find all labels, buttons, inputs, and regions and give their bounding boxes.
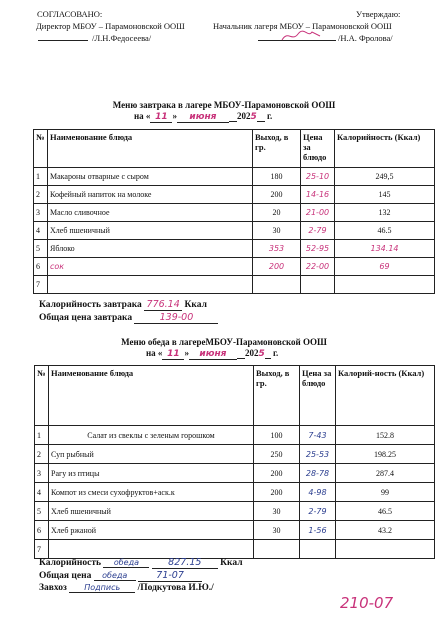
breakfast-price-value: 139-00 bbox=[134, 312, 218, 324]
dish-yield bbox=[254, 540, 300, 559]
row-number: 4 bbox=[35, 483, 49, 502]
dish-yield: 200 bbox=[253, 186, 301, 204]
manager-signature: Подпись bbox=[69, 583, 135, 593]
dish-name bbox=[49, 540, 254, 559]
dish-name: Рагу из птицы bbox=[49, 464, 254, 483]
table-row bbox=[34, 222, 435, 240]
breakfast-table bbox=[33, 129, 435, 294]
row-number: 5 bbox=[35, 502, 49, 521]
breakfast-date: на « 11 » июня 2025 г. bbox=[134, 111, 273, 122]
dish-price bbox=[301, 276, 335, 294]
dish-yield: 353 bbox=[253, 240, 301, 258]
lunch-date: на « 11 » июня 2025 г. bbox=[146, 348, 279, 359]
col-calories: Калорийность (Ккал) bbox=[335, 130, 435, 168]
dish-price: 2-79 bbox=[301, 222, 335, 240]
row-number: 1 bbox=[34, 168, 48, 186]
dish-calories: 249,5 bbox=[335, 168, 435, 186]
dish-name bbox=[48, 276, 253, 294]
dish-name: Салат из свеклы с зеленым горошком bbox=[49, 426, 254, 445]
table-row bbox=[35, 540, 435, 559]
row-number: 6 bbox=[34, 258, 48, 276]
breakfast-calories-value: 776.14 bbox=[144, 299, 182, 311]
lunch-price-value: 71-07 bbox=[138, 570, 202, 582]
dish-name: Суп рыбный bbox=[49, 445, 254, 464]
row-number: 3 bbox=[34, 204, 48, 222]
lunch-year-digit: 5 bbox=[258, 349, 265, 359]
dish-calories: 99 bbox=[336, 483, 435, 502]
dish-name: Компот из смеси сухофруктов+аск.к bbox=[49, 483, 254, 502]
table-row bbox=[34, 186, 435, 204]
dish-calories: 46.5 bbox=[336, 502, 435, 521]
dish-price: 21-00 bbox=[301, 204, 335, 222]
lunch-price-word: обеда bbox=[94, 571, 136, 581]
lunch-day: 11 bbox=[162, 349, 184, 360]
breakfast-header-row bbox=[34, 130, 435, 168]
dish-name: Хлеб ржаной bbox=[49, 521, 254, 540]
table-row bbox=[35, 483, 435, 502]
lunch-table bbox=[34, 365, 435, 559]
dish-name: сок bbox=[48, 258, 253, 276]
table-row bbox=[34, 204, 435, 222]
row-number: 4 bbox=[34, 222, 48, 240]
row-number: 7 bbox=[34, 276, 48, 294]
dish-calories: 132 bbox=[335, 204, 435, 222]
dish-yield: 250 bbox=[254, 445, 300, 464]
lunch-month: июня bbox=[189, 349, 237, 360]
lunch-title: Меню обеда в лагереМБОУ-Парамоновской ООШ bbox=[121, 337, 327, 347]
lunch-header-row bbox=[35, 366, 435, 426]
lunch-calories-word: обеда bbox=[103, 558, 149, 568]
dish-calories: 46.5 bbox=[335, 222, 435, 240]
table-row bbox=[35, 502, 435, 521]
approved-label-right: Утверждаю: bbox=[356, 9, 401, 19]
dish-price bbox=[300, 540, 336, 559]
table-row bbox=[34, 168, 435, 186]
breakfast-year-digit: 5 bbox=[250, 112, 257, 122]
dish-price: 25-10 bbox=[301, 168, 335, 186]
dish-yield: 30 bbox=[253, 222, 301, 240]
col-yield: Выход, в гр. bbox=[253, 130, 301, 168]
director-signature-line bbox=[38, 40, 88, 41]
row-number: 7 bbox=[35, 540, 49, 559]
dish-yield: 20 bbox=[253, 204, 301, 222]
row-number: 3 bbox=[35, 464, 49, 483]
table-row bbox=[35, 521, 435, 540]
dish-yield: 30 bbox=[254, 502, 300, 521]
lunch-calories-summary: Калорийность обеда 827.15 Ккал bbox=[39, 557, 243, 568]
dish-name: Хлеб пшеничный bbox=[48, 222, 253, 240]
table-row bbox=[35, 445, 435, 464]
dish-yield: 30 bbox=[254, 521, 300, 540]
dish-calories: 287.4 bbox=[336, 464, 435, 483]
dish-name: Яблоко bbox=[48, 240, 253, 258]
breakfast-price-summary: Общая цена завтрака 139-00 bbox=[39, 312, 218, 324]
dish-price: 7-43 bbox=[300, 426, 336, 445]
director-name: /Л.Н.Федосеева/ bbox=[92, 33, 152, 43]
breakfast-day: 11 bbox=[150, 112, 172, 123]
dish-yield bbox=[253, 276, 301, 294]
table-row bbox=[35, 464, 435, 483]
lunch-price-summary: Общая цена обеда 71-07 bbox=[39, 570, 202, 582]
dish-yield: 100 bbox=[254, 426, 300, 445]
dish-calories: 145 bbox=[335, 186, 435, 204]
dish-yield: 200 bbox=[253, 258, 301, 276]
row-number: 6 bbox=[35, 521, 49, 540]
director-position: Директор МБОУ – Парамоновской ООШ bbox=[36, 21, 185, 31]
dish-price: 1-56 bbox=[300, 521, 336, 540]
handwritten-total-note: 210-07 bbox=[340, 594, 394, 612]
row-number: 5 bbox=[34, 240, 48, 258]
dish-price: 2-79 bbox=[300, 502, 336, 521]
dish-price: 22-00 bbox=[301, 258, 335, 276]
col-calories: Калорий-ность (Ккал) bbox=[336, 366, 435, 426]
breakfast-month: июня bbox=[177, 112, 229, 123]
table-row bbox=[34, 240, 435, 258]
lunch-calories-value: 827.15 bbox=[152, 557, 218, 569]
dish-calories bbox=[335, 276, 435, 294]
col-number: № bbox=[34, 130, 48, 168]
approved-label-left: СОГЛАСОВАНО: bbox=[37, 9, 103, 19]
dish-price: 52-95 bbox=[301, 240, 335, 258]
row-number: 2 bbox=[35, 445, 49, 464]
breakfast-title: Меню завтрака в лагере МБОУ-Парамоновской ООШ bbox=[112, 100, 336, 110]
dish-price: 28-78 bbox=[300, 464, 336, 483]
dish-yield: 180 bbox=[253, 168, 301, 186]
dish-calories: 152.8 bbox=[336, 426, 435, 445]
row-number: 2 bbox=[34, 186, 48, 204]
row-number: 1 bbox=[35, 426, 49, 445]
col-yield: Выход, в гр. bbox=[254, 366, 300, 426]
manager-signature-block: Завхоз Подпись /Подкутова И.Ю./ bbox=[39, 583, 214, 593]
dish-yield: 200 bbox=[254, 464, 300, 483]
dish-price: 4-98 bbox=[300, 483, 336, 502]
manager-name: /Подкутова И.Ю./ bbox=[137, 583, 214, 593]
table-row bbox=[34, 258, 435, 276]
dish-price: 25-53 bbox=[300, 445, 336, 464]
dish-calories bbox=[336, 540, 435, 559]
camp-head-name: /Н.А. Фролова/ bbox=[338, 33, 393, 43]
dish-name: Кофейный напиток на молоке bbox=[48, 186, 253, 204]
dish-price: 14-16 bbox=[301, 186, 335, 204]
dish-name: Масло сливочное bbox=[48, 204, 253, 222]
dish-name: Макароны отварные с сыром bbox=[48, 168, 253, 186]
camp-head-signature bbox=[280, 28, 322, 49]
dish-calories: 134.14 bbox=[335, 240, 435, 258]
table-row bbox=[35, 426, 435, 445]
col-price: Цена за блюдо bbox=[301, 130, 335, 168]
col-number: № bbox=[35, 366, 49, 426]
col-dish-name: Наименование блюда bbox=[49, 366, 254, 426]
camp-head-position: Начальник лагеря МБОУ – Парамоновской ООШ bbox=[213, 21, 392, 31]
dish-calories: 198.25 bbox=[336, 445, 435, 464]
dish-calories: 69 bbox=[335, 258, 435, 276]
dish-yield: 200 bbox=[254, 483, 300, 502]
table-row bbox=[34, 276, 435, 294]
breakfast-calories-summary: Калорийность завтрака 776.14 Ккал bbox=[39, 299, 207, 310]
dish-name: Хлеб пшеничный bbox=[49, 502, 254, 521]
col-price: Цена за блюдо bbox=[300, 366, 336, 426]
col-dish-name: Наименование блюда bbox=[48, 130, 253, 168]
dish-calories: 43.2 bbox=[336, 521, 435, 540]
